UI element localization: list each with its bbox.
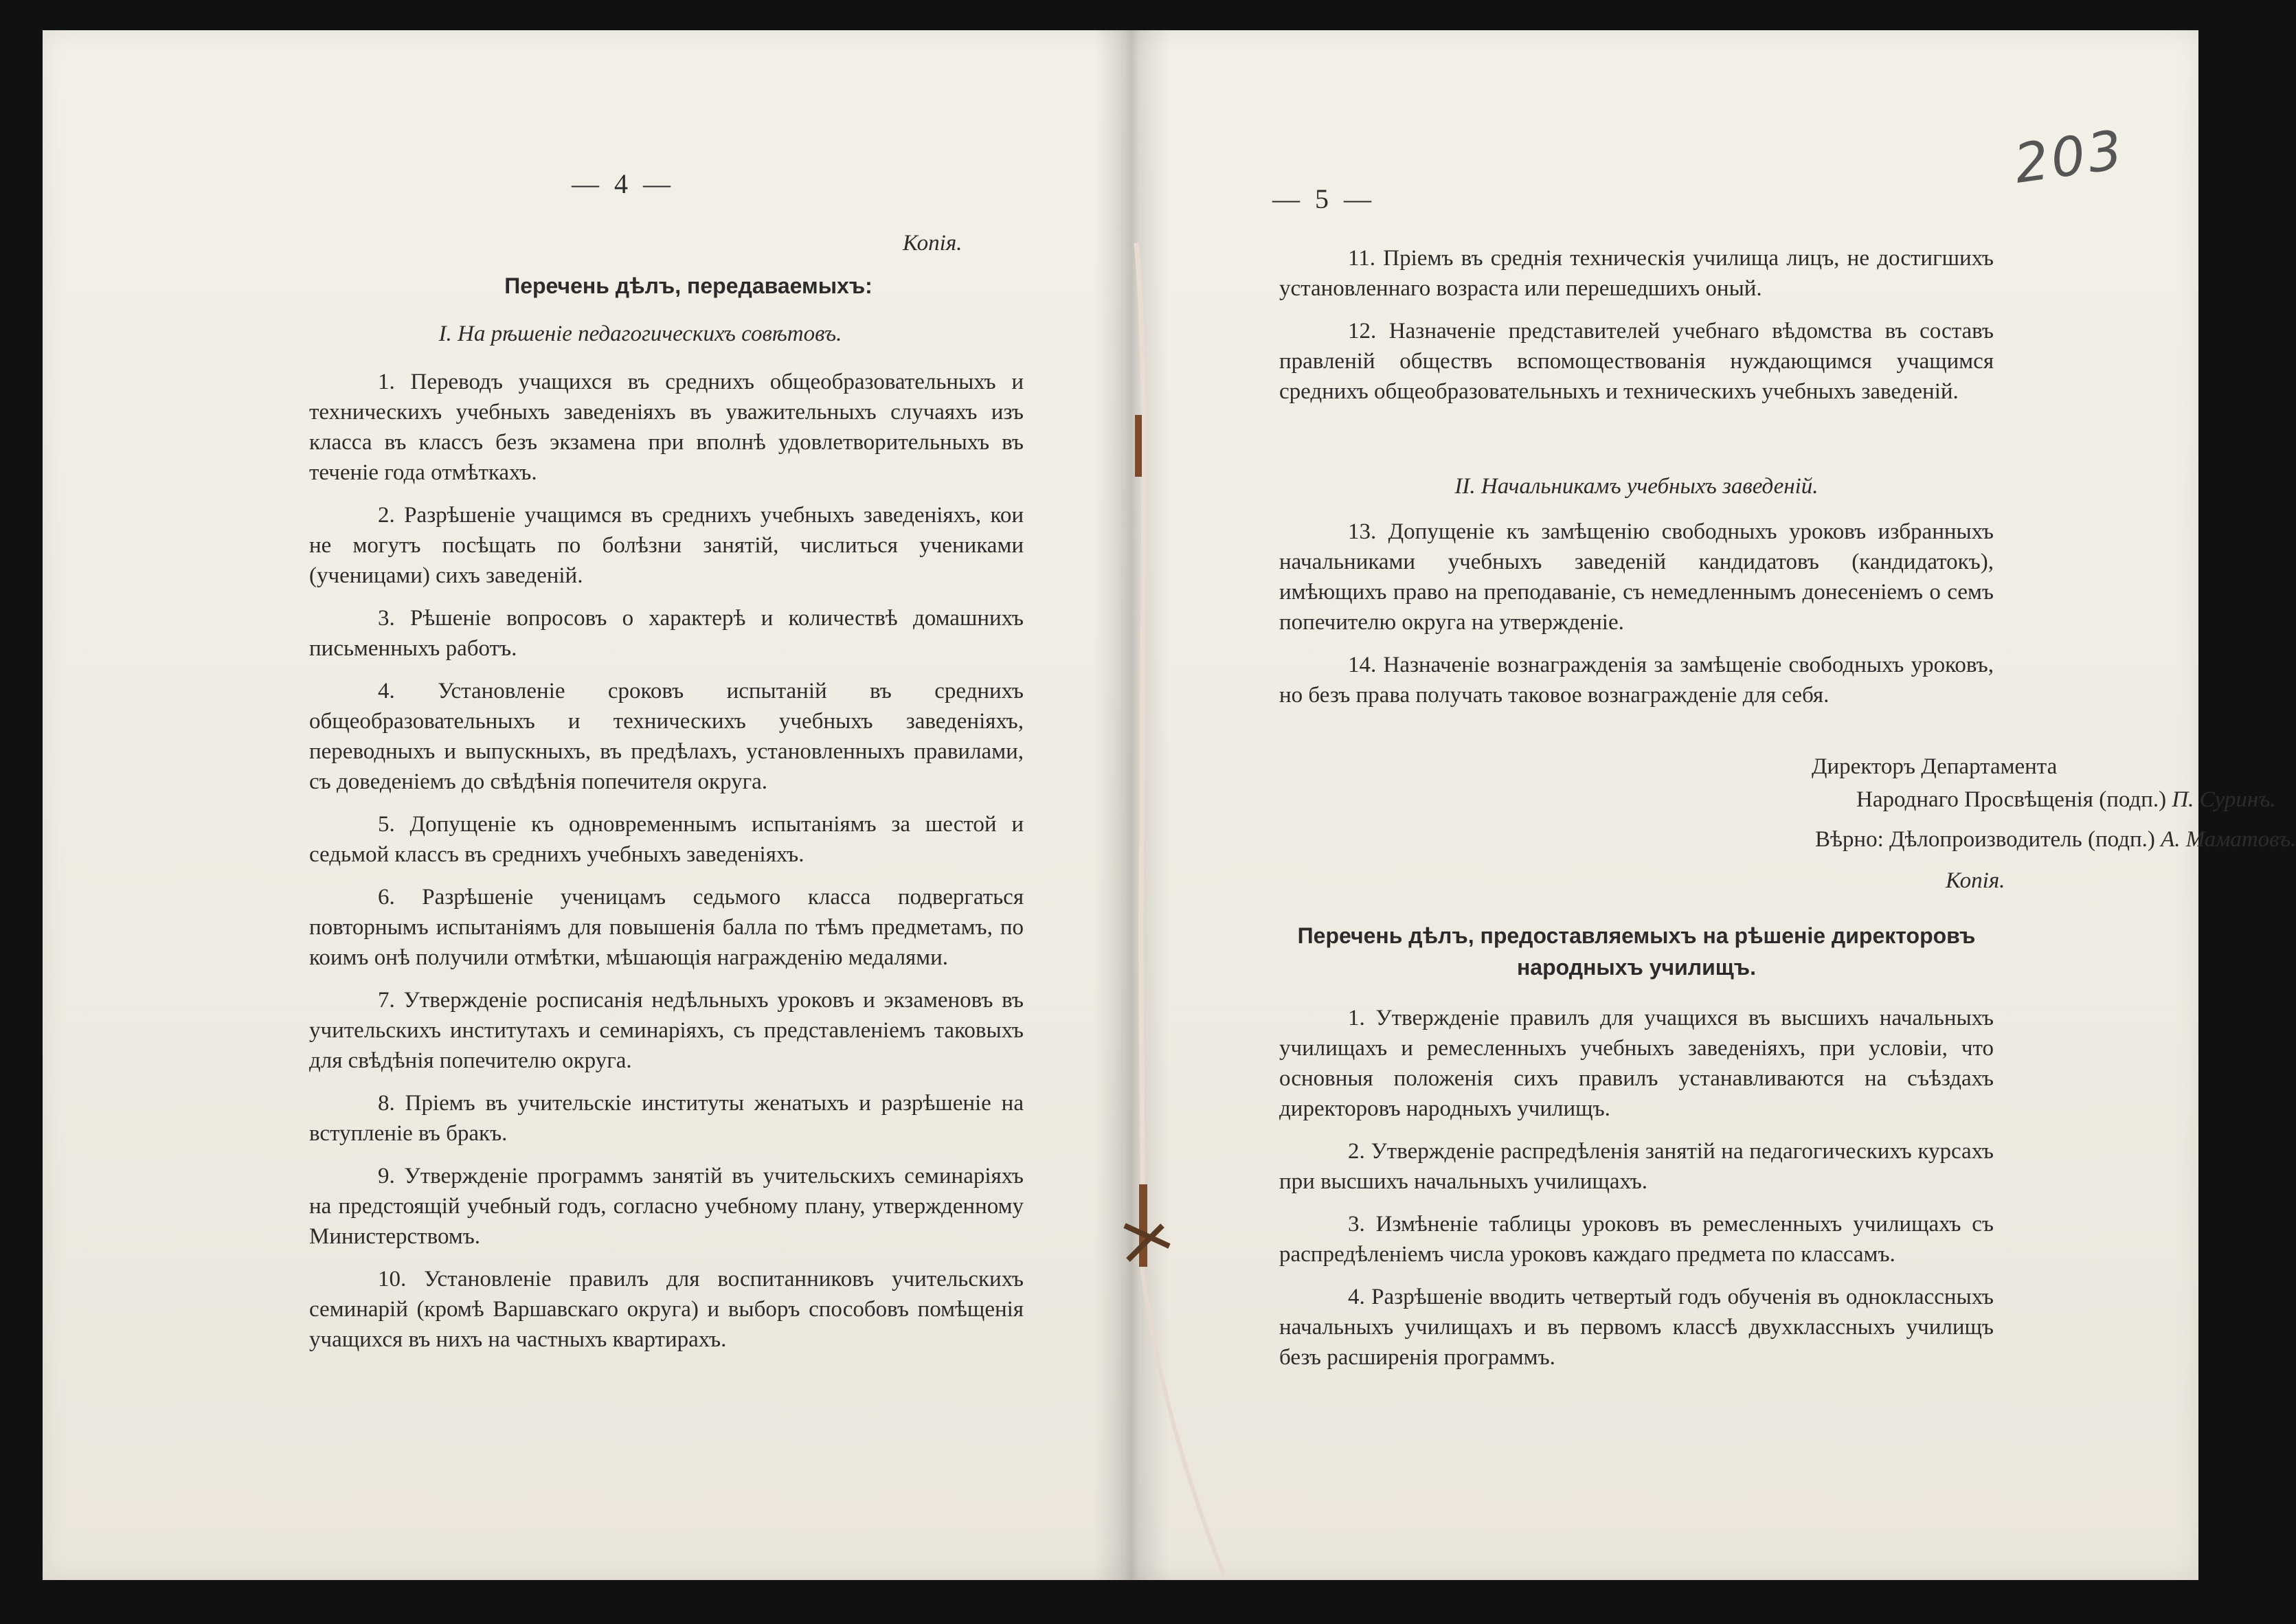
list-item: 2. Утвержденіе распредѣленія занятій на педагогическихъ курсахъ при высшихъ начальныхъ училищахъ. (1279, 1139, 1994, 1194)
list-item: 10. Установленіе правилъ для воспитанниковъ учительскихъ семинарій (кромѣ Варшавскаго округа) и выборъ способовъ помѣщенія учащихся въ нихъ на частныхъ квартирахъ. (309, 1267, 1024, 1352)
list-item: 3. Рѣшеніе вопросовъ о характерѣ и количествѣ домашнихъ письменныхъ работъ. (309, 606, 1024, 661)
list-item: 1. Переводъ учащихся въ среднихъ общеобразовательныхъ и техническихъ учебныхъ заведеніяхъ въ уважительныхъ случаяхъ изъ класса въ классъ безъ экзамена при вполнѣ удовлетворительныхъ въ теченіе года отмѣткахъ. (309, 370, 1024, 485)
clerk-name: А. Маматовъ. (2161, 827, 2296, 852)
list-title: народныхъ училищъ. (1516, 955, 1757, 980)
copy-label: Копія. (1946, 868, 2005, 893)
handwritten-folio-number: 203 (2010, 119, 2129, 196)
list-title: Перечень дѣлъ, предоставляемыхъ на рѣшеніе директоровъ (1297, 923, 1976, 948)
list-item: 13. Допущеніе къ замѣщенію свободныхъ уроковъ избранныхъ начальниками учебныхъ заведеній кандидатовъ (кандидатокъ), имѣющихъ право на преподаваніе, съ немедленнымъ донесеніемъ о семъ попечителю округа на утвержденіе. (1279, 519, 1994, 635)
book-spread (43, 30, 2296, 1580)
list-item: 2. Разрѣшеніе учащимся въ среднихъ учебныхъ заведеніяхъ, кои не могутъ посѣщать по болѣзни занятій, числиться учениками (ученицами) сихъ заведеній. (309, 503, 1024, 588)
signatory-name: П. Суринъ. (2172, 787, 2276, 812)
rust-stain (1139, 1184, 1147, 1267)
binding-thread (43, 30, 2198, 1580)
list-item: 8. Пріемъ въ учительскіе институты женатыхъ и разрѣшеніе на вступленіе въ бракъ. (309, 1091, 1024, 1146)
list-item: 1. Утвержденіе правилъ для учащихся въ высшихъ начальныхъ училищахъ и ремесленныхъ учебныхъ заведеніяхъ, при условіи, что основныя положенія сихъ правилъ устанавливаются на съѣздахъ директоровъ народныхъ училищъ. (1279, 1006, 1994, 1121)
copy-label: Копія. (903, 231, 963, 256)
list-item: 4. Установленіе сроковъ испытаній въ среднихъ общеобразовательныхъ и техническихъ учебныхъ заведеніяхъ, переводныхъ и выпускныхъ, въ предѣлахъ, установленныхъ правилами, съ доведеніемъ до свѣдѣнія попечителя округа. (309, 679, 1024, 794)
list-item: 3. Измѣненіе таблицы уроковъ въ ремесленныхъ училищахъ съ распредѣленіемъ числа уроковъ каждаго предмета по классамъ. (1279, 1212, 1994, 1267)
signature-prefix: Народнаго Просвѣщенія (подп.) (1856, 787, 2172, 812)
rust-stain (1135, 415, 1142, 477)
section-heading: I. На рѣшеніе педагогическихъ совѣтовъ. (438, 322, 842, 346)
page-number: — 5 — (1272, 183, 1375, 214)
list-item: 4. Разрѣшеніе вводить четвертый годъ обученія въ одноклассныхъ начальныхъ училищахъ и въ первомъ классѣ двухклассныхъ училищъ безъ расширенія программъ. (1279, 1285, 1994, 1370)
certification-prefix: Вѣрно: Дѣлопроизводитель (подп.) (1815, 827, 2161, 852)
list-item: 5. Допущеніе къ одновременнымъ испытаніямъ за шестой и седьмой классъ въ среднихъ учебныхъ заведеніяхъ. (309, 812, 1024, 867)
list-item: 12. Назначеніе представителей учебнаго вѣдомства въ составъ правленій обществъ вспомоществованія нуждающимся учащимся среднихъ общеобразовательныхъ и техническихъ учебныхъ заведеній. (1279, 319, 1994, 404)
list-item: 6. Разрѣшеніе ученицамъ седьмого класса подвергаться повторнымъ испытаніямъ для повышенія балла по тѣмъ предметамъ, по коимъ онѣ получили отмѣтки, мѣшающія награжденію медалями. (309, 885, 1024, 970)
page-number: — 4 — (572, 168, 675, 199)
signature-title: Директоръ Департамента (1812, 754, 2058, 779)
section-heading: II. Начальникамъ учебныхъ заведеній. (1454, 474, 1819, 499)
list-item: 11. Пріемъ въ среднія техническія училища лицъ, не достигшихъ установленнаго возраста или перешедшихъ оный. (1279, 246, 1994, 301)
list-title: Перечень дѣлъ, передаваемыхъ: (504, 273, 873, 298)
list-item: 14. Назначеніе вознагражденія за замѣщеніе свободныхъ уроковъ, но безъ права получать таковое вознагражденіе для себя. (1279, 653, 1994, 708)
list-item: 9. Утвержденіе программъ занятій въ учительскихъ семинаріяхъ на предстоящій учебный годъ, согласно учебному плану, утвержденному Министерствомъ. (309, 1164, 1024, 1249)
list-item: 7. Утвержденіе росписанія недѣльныхъ уроковъ и экзаменовъ въ учительскихъ институтахъ и семинаріяхъ, съ представленіемъ таковыхъ для свѣдѣнія попечителю округа. (309, 988, 1024, 1073)
